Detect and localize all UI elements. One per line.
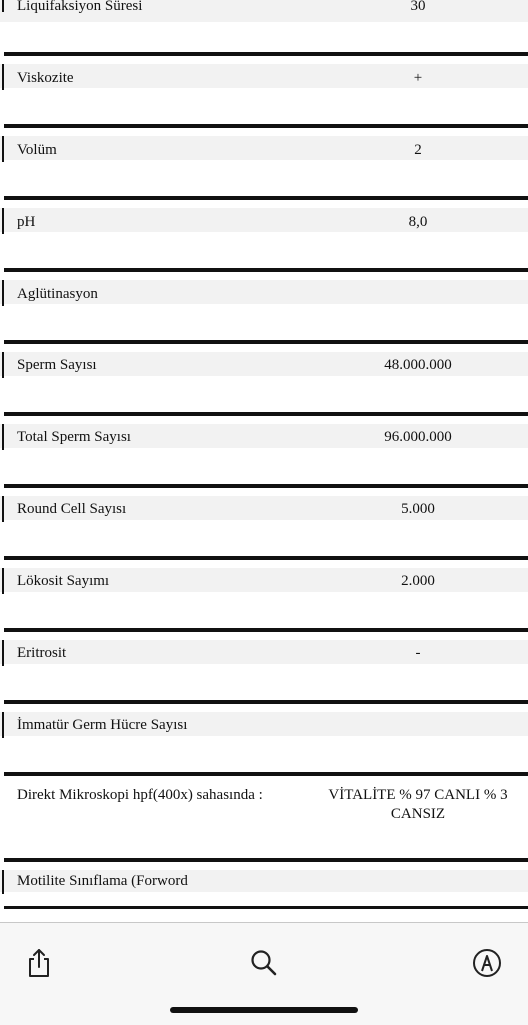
- row-value: 5.000: [401, 501, 435, 517]
- markup-icon: [472, 948, 502, 978]
- table-row: [0, 772, 528, 858]
- share-button[interactable]: [19, 943, 59, 983]
- row-label: Viskozite: [17, 70, 74, 86]
- row-value: 2.000: [401, 573, 435, 589]
- row-label: Lökosit Sayımı: [17, 573, 110, 589]
- row-value: 8,0: [408, 214, 428, 230]
- row-value: 2: [414, 142, 422, 158]
- home-indicator[interactable]: [170, 1007, 358, 1013]
- table-row: [0, 858, 528, 922]
- table-row: [0, 124, 528, 196]
- row-label: İmmatür Germ Hücre Sayısı: [17, 717, 188, 733]
- row-label: Direkt Mikroskopi hpf(400x) sahasında :: [17, 787, 263, 803]
- row-label: Round Cell Sayısı: [17, 501, 127, 517]
- row-label: Total Sperm Sayısı: [17, 429, 131, 445]
- row-label: Motilite Sınıflama (Forword: [17, 873, 188, 889]
- table-row: [0, 196, 528, 268]
- table-row: [0, 700, 528, 772]
- row-label: Volüm: [17, 142, 57, 158]
- row-label: pH: [17, 214, 36, 230]
- row-value: 48.000.000: [384, 357, 452, 373]
- search-button[interactable]: [244, 943, 284, 983]
- table-row: [0, 340, 528, 412]
- markup-button[interactable]: [467, 943, 507, 983]
- row-value: 30: [410, 0, 426, 14]
- table-row: [0, 268, 528, 340]
- table-row: [0, 52, 528, 124]
- row-value: 96.000.000: [384, 429, 452, 445]
- row-divider: [4, 906, 528, 909]
- row-label: Liquifaksiyon Süresi: [17, 0, 143, 14]
- table-row: [0, 484, 528, 556]
- table-row: [0, 628, 528, 700]
- row-value: -: [415, 645, 421, 661]
- row-label: Sperm Sayısı: [17, 357, 97, 373]
- row-value: VİTALİTE % 97 CANLI % 3 CANSIZ: [328, 787, 508, 822]
- share-icon: [26, 948, 52, 978]
- row-label: Eritrosit: [17, 645, 67, 661]
- table-row: [0, 412, 528, 484]
- row-label: Aglütinasyon: [17, 286, 98, 302]
- table-row: [0, 556, 528, 628]
- table-row: [0, 0, 528, 32]
- row-value: +: [413, 70, 423, 86]
- search-icon: [250, 949, 278, 977]
